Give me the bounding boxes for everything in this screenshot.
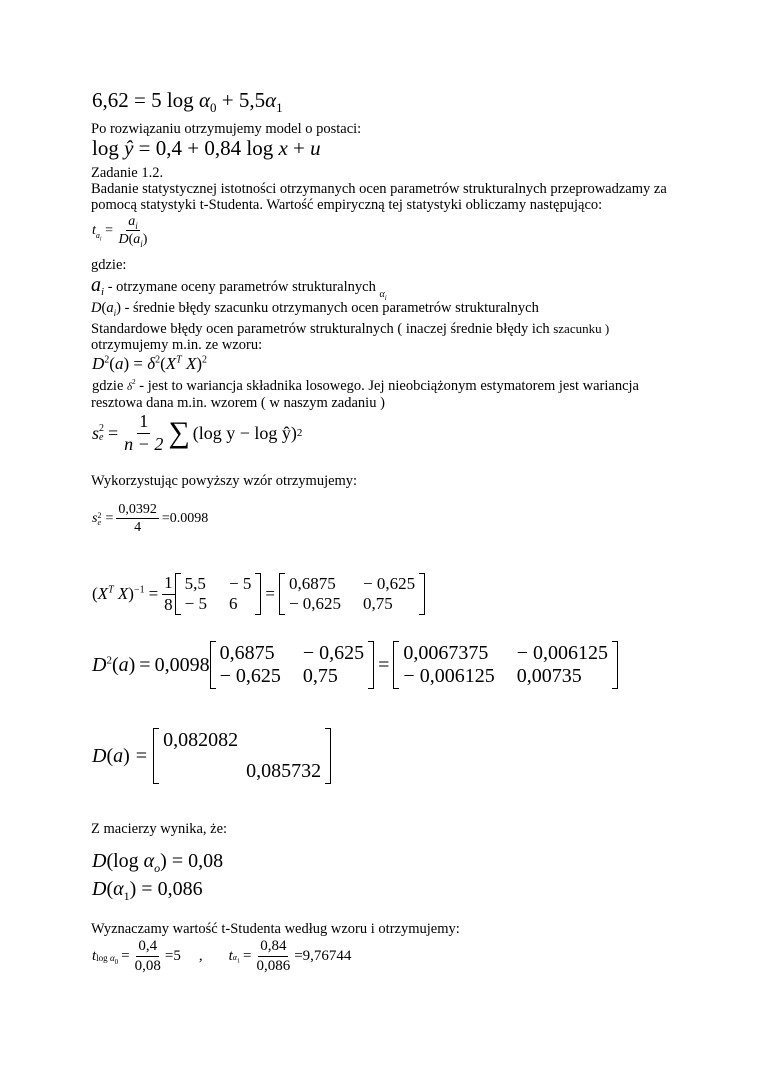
heading-task: Zadanie 1.2. (91, 165, 164, 181)
text-t-student-values: Wyznaczamy wartość t-Studenta według wzoru i otrzymujemy: (91, 921, 460, 937)
text-paragraph-3b: resztowa dana m.in. wzorem ( w naszym zadaniu ) (91, 395, 385, 411)
text-solution-intro: Po rozwiązaniu otrzymujemy model o postaci: (91, 121, 362, 137)
result-d-log-alpha0: D(log $\alpha_o) = 0,08$ (92, 850, 224, 875)
text-paragraph-2a: Standardowe błędy ocen parametrów strukturalnych ( inaczej średnie błędy ich szacunku ) (91, 321, 610, 337)
matrix-d2-factor: 0,6875 − 0,625 − 0,625 0,75 (210, 641, 375, 689)
formula-residual-variance-value: s 2 e = $\frac{0,0392}{4}$ = 0.0098 (92, 502, 209, 536)
result-t-statistics: t $_{log \alpha_0}$ = $\frac{0,4}{0,08}$ = 5 , t $_{\alpha_1}$ = $\frac{0,84}{0,086}$ = 9,76744 (92, 938, 352, 974)
equation-model: log ŷ = 0,4 + 0,84 log x + u (92, 136, 321, 160)
formula-t-statistic: $t_{a_i}$ = $\frac{a_i}{D(a_i)}$ (92, 214, 148, 250)
text-where: gdzie: (91, 257, 127, 273)
equation-initial: 6,62 = 5 $\log \alpha_0 + 5,5\alpha_1$ (92, 88, 283, 116)
definition-mean-errors: $D(a_i)$ - średnie błędy szacunku otrzymanych ocen parametrów strukturalnych (91, 300, 539, 318)
result-d-alpha1: $D(\alpha_1) = 0,086$ (92, 878, 203, 903)
text-paragraph-3a: gdzie $\delta^2$ - jest to wariancja składnika losowego. Jej nieobciążonym estymatorem jest wariancja (92, 378, 639, 394)
matrix-standard-errors: 0,082082 0,085732 (153, 728, 331, 784)
text-paragraph-2b: otrzymujemy m.in. ze wzoru: (91, 337, 263, 353)
text-from-matrix: Z macierzy wynika, że: (91, 821, 228, 837)
text-paragraph-1a: Badanie statystycznej istotności otrzymanych ocen parametrów strukturalnych przeprowadzamy za (91, 181, 667, 197)
matrix-d2-result: 0,0067375 − 0,006125 − 0,006125 0,00735 (393, 641, 618, 689)
matrix-xtx-inv-result: 0,6875 − 0,625 − 0,625 0,75 (279, 573, 425, 615)
definition-estimates: $a_i$ - otrzymane oceny parametrów strukturalnych $_{\alpha_i}$ (91, 274, 387, 302)
matrix-d2-a: $D^2(a)$ = 0,0098 0,6875 − 0,625 − 0,625 0,75 = 0,0067375 − 0,006125 − 0,006125 0,00735 (92, 641, 618, 689)
matrix-xtx-inverse: ($X^T$ X)$^{-1}$ = $\frac{1}{8}$ 5,5 − 5 − 5 6 = 0,6875 − 0,625 − 0,625 0,75 (92, 573, 425, 615)
text-paragraph-1b: pomocą statystyki t-Studenta. Wartość empiryczną tej statystyki obliczamy następująco: (91, 197, 603, 213)
matrix-xtx: 5,5 − 5 − 5 6 (175, 573, 262, 615)
formula-variance-matrix: $D^2(a) = \delta^2(X^T$ X)$^2$ (92, 354, 208, 373)
formula-residual-variance: s 2 e = $\frac{1}{n - 2}$ ∑ (log y − log ŷ) 2 (92, 411, 303, 454)
matrix-d-a: D(a) = 0,082082 0,085732 (92, 728, 331, 784)
text-using-formula: Wykorzystując powyższy wzór otrzymujemy: (91, 473, 358, 489)
